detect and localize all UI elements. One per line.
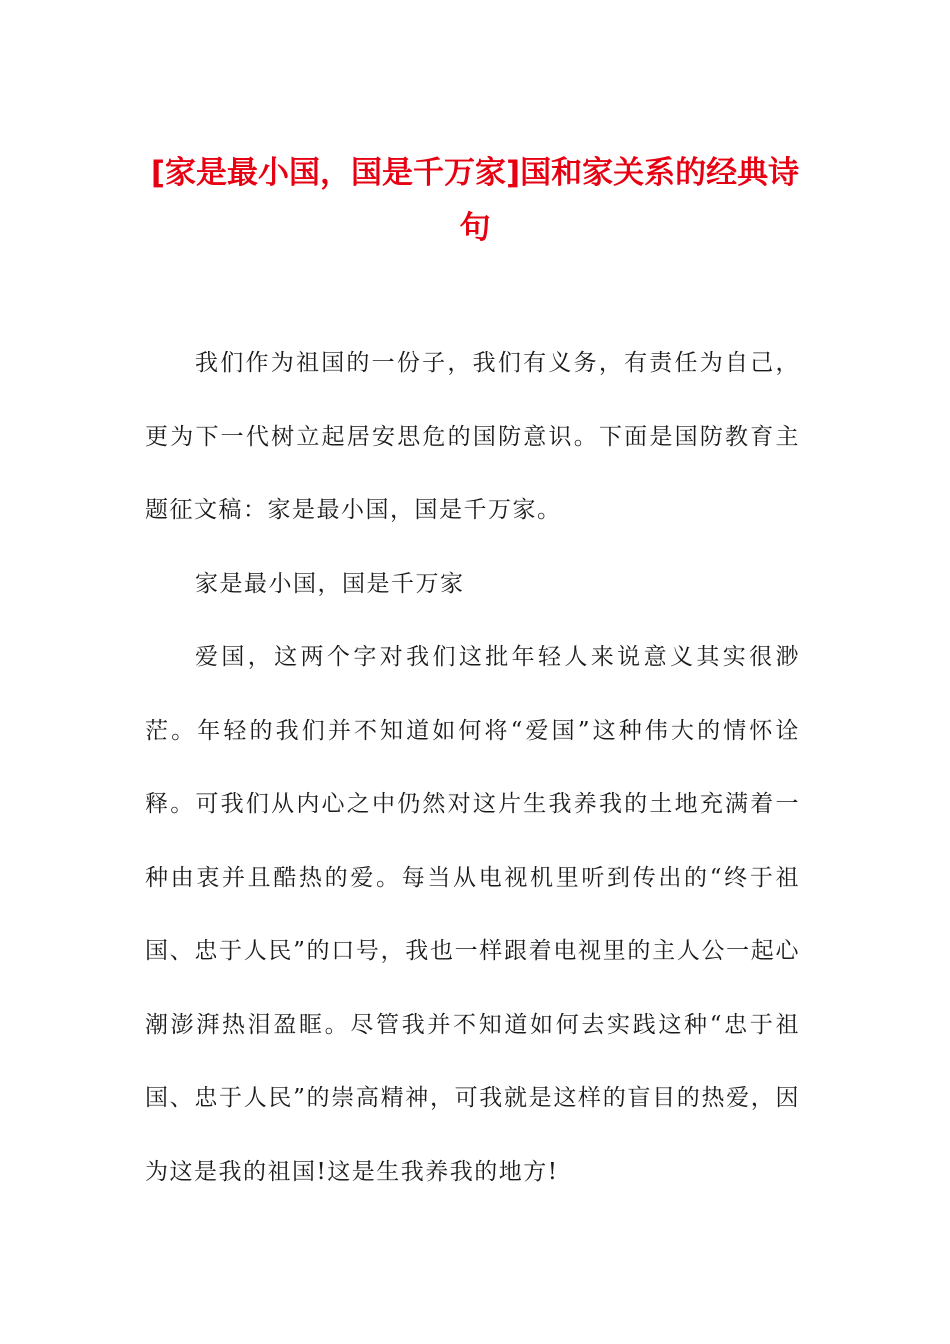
paragraph-subtitle: 家是最小国，国是千万家 [195, 570, 465, 597]
paragraph-intro: 我们作为祖国的一份子，我们有义务，有责任为自己，更为下一代树立起居安思危的国防意识。下面是国防教育主题征文稿：家是最小国，国是千万家。 [145, 350, 800, 523]
paragraph-main: 爱国，这两个字对我们这批年轻人来说意义其实很渺茫。年轻的我们并不知道如何将“爱国”这种伟大的情怀诠释。可我们从内心之中仍然对这片生我养我的土地充满着一种由衷并且酷热的爱。每当从电视机里听到传出的“终于祖国、忠于人民”的口号，我也一样跟着电视里的主人公一起心潮澎湃热泪盈眶。尽管我并不知道如何去实践这种“忠于祖国、忠于人民”的崇高精神，可我就是这样的盲目的热爱，因为这是我的祖国!这是生我养我的地方! [145, 644, 800, 1185]
document-body [145, 327, 800, 1209]
document-title: [家是最小国，国是千万家]国和家关系的经典诗句 [150, 155, 800, 246]
